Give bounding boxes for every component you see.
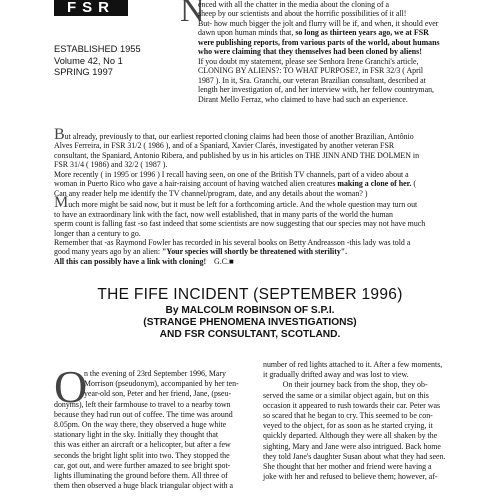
intro-line: But- how much bigger the jolt and flurry will be if, and when, it should ever	[198, 18, 439, 28]
article-left-column	[54, 361, 239, 491]
clone-bold-text: making a clone of her.	[335, 179, 412, 189]
column-line: car, got out, and were further amazed to see bright spot-	[54, 460, 231, 470]
column-line: it gradually drifted away and was lost to view.	[263, 370, 409, 380]
masthead	[54, 44, 141, 79]
body-line: Can any reader help me identify the TV channel/program, date, and any details about the woman? )	[54, 188, 368, 198]
column-line: served the same or a similar object again, but on this	[263, 390, 429, 400]
intro-bold-line: who were claiming that they themselves had been cloned by aliens!	[198, 47, 422, 57]
body-line: FSR 31/4 ( 1986) and 32/2 ( 1987 ).	[54, 160, 168, 170]
body-text: (	[411, 179, 417, 189]
editor-signature: G.C.■	[214, 256, 234, 266]
column-line: seconds the bright light split into two. They stopped the	[54, 450, 230, 460]
column-line: On their journey back from the shop, they ob-	[263, 380, 428, 390]
column-line: stationary light in the sky. Initially they thought that	[54, 430, 219, 440]
intro-dropcap: N	[180, 0, 205, 29]
intro-paragraph	[198, 0, 440, 104]
body-dropcap-2: M	[54, 194, 69, 212]
body-line: to have an extraordinary link with the fact, now well established, that in many parts of the world the human	[54, 209, 393, 219]
column-line: number of red lights attached to it. After a few moments,	[263, 360, 443, 369]
column-line: 8.05pm. On the way there, they observed a huge white	[54, 420, 227, 430]
column-line: year-old son, Peter and her friend, Jane, (pseu-	[84, 389, 232, 399]
article-dropcap: O	[54, 361, 88, 412]
column-line: joke with her and refused to believe them; however, af-	[263, 472, 438, 482]
body-line: woman in Puerto Rico who gave a hair-raising account of having watched alien creatures	[54, 179, 336, 189]
body-line: uch more might be said now, but it must be left for a forthcoming article. And the whole question may turn out	[68, 200, 418, 210]
column-line: lights illuminating the ground before them. All three of	[54, 471, 228, 481]
column-line: quickly departed. Although they were all shaken by the	[263, 431, 438, 441]
column-line: n the evening of 23rd September 1996, Mary	[84, 369, 226, 378]
intro-bold-line: were publishing reports, from various parts of the world, about humans	[198, 37, 440, 47]
intro-line: dawn upon human minds that,	[198, 28, 294, 38]
intro-line: length her investigation of, and her interview with, her fellow countryman,	[198, 85, 434, 95]
column-line: they told Jane's daughter Susan about what they had seen.	[263, 451, 446, 461]
intro-line: If you doubt my statement, please see Senhora Irene Granchi's article,	[198, 56, 419, 66]
intro-bold-text: so long as thirteen years ago, we at FSR	[293, 28, 429, 38]
byline-line: AND FSR CONSULTANT, SCOTLAND.	[159, 329, 341, 340]
fsr-logo: FSR	[54, 0, 128, 16]
intro-line: 1987 ). In it, Sra. Granchi, our veteran Brazilian consultant, described at	[198, 75, 426, 85]
column-line: sighting, Mary and Jane were also intrigued. Back home	[263, 441, 441, 451]
body-line: good many years ago by an alien:	[54, 247, 161, 257]
body-line: Remember that -as Raymond Fowler has recorded in his several books on Betty Andreasson -this lady was told a	[54, 237, 411, 247]
established-line: ESTABLISHED 1955	[54, 44, 141, 54]
intro-line: CLONING BY ALIENS?: TO WHAT PURPOSE?, in FSR 32/3 ( April	[198, 66, 424, 76]
byline-line: By MALCOLM ROBINSON OF S.P.I.	[165, 305, 335, 316]
column-line: them then observed a huge black triangular object with a	[54, 481, 234, 491]
body-line: longer than a century to go.	[54, 228, 141, 238]
body-dropcap: B	[54, 126, 65, 143]
column-line: veyed to the object, for as soon as he started crying, it	[263, 421, 433, 431]
body-line: sperm count is falling fast -so fast indeed that some scientists are now suggesting that our species may not have much	[54, 219, 426, 229]
closing-bold-line: All this can possibly have a link with cloning!	[54, 256, 207, 266]
article-byline	[0, 305, 500, 341]
column-line: so scared that he began to cry. This seemed to be con-	[263, 411, 433, 421]
volume-line: Volume 42, No 1	[54, 55, 123, 66]
editorial-body	[54, 126, 426, 266]
body-line: More recently ( in 1995 or 1996 ) I recall having seen, on one of the British TV channels, part of a video about a	[54, 169, 409, 179]
article-title: THE FIFE INCIDENT (SEPTEMBER 1996)	[97, 286, 403, 303]
byline-line: (STRANGE PHENOMENA INVESTIGATIONS)	[143, 317, 357, 328]
column-line: donyms), left their farmhouse to travel to a nearby town	[54, 399, 231, 409]
article-right-column	[263, 360, 445, 482]
body-line: Alves Ferreira, in FSR 31/2 ( 1986 ), and of a Spaniard, Xavier Clarés, investigated by another veteran FSR	[54, 141, 395, 151]
column-line: this was either an aircraft or a helicopter, but after a few	[54, 440, 231, 450]
column-line: because they had run out of coffee. The time was around	[54, 409, 233, 419]
body-line: ut already, previously to that, our earliest reported cloning claims had been those of another Brazilian, Antônio	[64, 132, 414, 141]
issue-line: SPRING 1997	[54, 67, 113, 77]
body-line: consultant, the Spaniard, Antonio Ribera, and published by us in his articles on THE JINN AND THE DOLMEN in	[54, 150, 420, 160]
intro-line: enced with all the chatter in the media about the cloning of a	[198, 0, 390, 9]
intro-line: sheep by our scientists and about the horrific possibilities of it all!	[198, 9, 407, 19]
alien-quote: "Your species will shortly be threatened with sterility".	[160, 247, 348, 257]
column-line: occasion it appeared to rush towards their car. Peter was	[263, 400, 441, 410]
column-line: Morrison (pseudonym), accompanied by her ten-	[84, 379, 239, 389]
intro-line: Dirant Mello Ferraz, who claimed to have had such an experience.	[198, 94, 408, 104]
column-line: She thought that her mother and friend were having a	[263, 462, 432, 472]
